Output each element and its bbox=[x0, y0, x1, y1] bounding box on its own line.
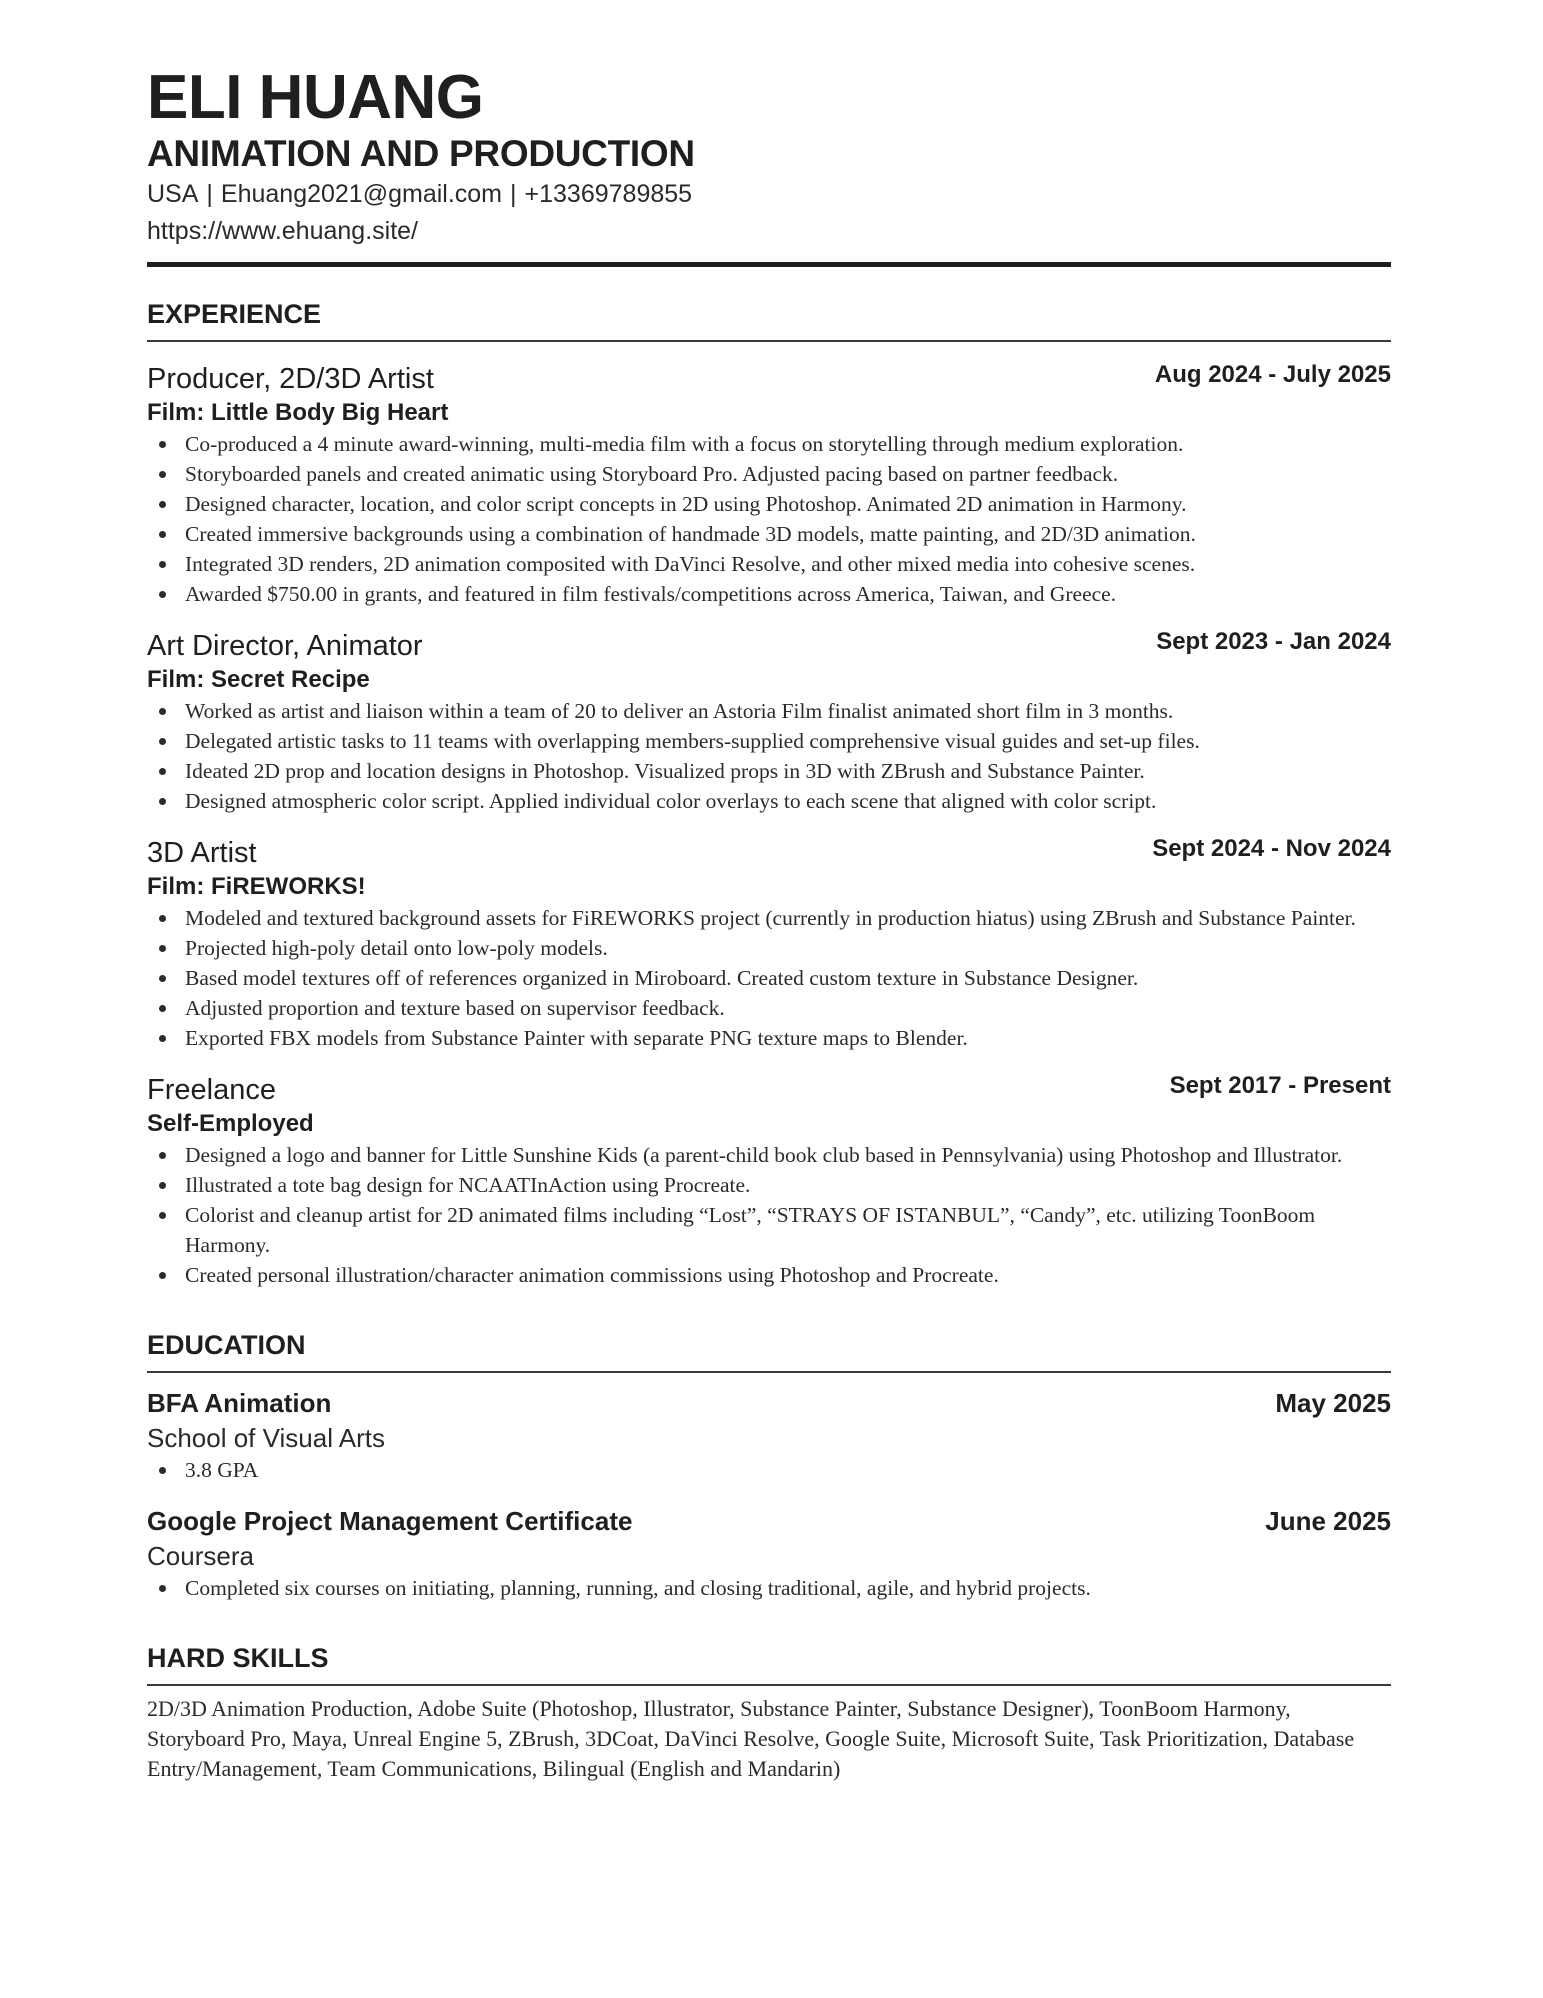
resume-page bbox=[147, 62, 1391, 1784]
applicant-role: ANIMATION AND PRODUCTION bbox=[147, 133, 695, 174]
job-title: 3D Artist bbox=[147, 837, 257, 869]
job-date: Aug 2024 - July 2025 bbox=[1154, 361, 1391, 388]
job-entry bbox=[147, 359, 1391, 609]
list-item: 3.8 GPA bbox=[147, 1455, 1391, 1485]
list-item: Exported FBX models from Substance Painter with separate PNG texture maps to Blender. bbox=[147, 1023, 1391, 1053]
applicant-name: ELI HUANG bbox=[147, 63, 484, 132]
list-item: Projected high-poly detail onto low-poly models. bbox=[147, 933, 1391, 963]
location-text: USA bbox=[147, 180, 199, 208]
job-title: Producer, 2D/3D Artist bbox=[147, 363, 434, 395]
education-date: June 2025 bbox=[1265, 1506, 1391, 1536]
separator: | bbox=[206, 180, 213, 208]
job-entry bbox=[147, 626, 1391, 816]
job-title: Art Director, Animator bbox=[147, 630, 423, 662]
list-item: Completed six courses on initiating, planning, running, and closing traditional, agile, and hybrid projects. bbox=[147, 1573, 1391, 1603]
list-item: Colorist and cleanup artist for 2D animated films including “Lost”, “STRAYS OF ISTANBUL”, “Candy”, etc. utilizing ToonBoom Harmony. bbox=[147, 1200, 1391, 1260]
contact-line bbox=[147, 176, 1391, 213]
list-item: Designed atmospheric color script. Applied individual color overlays to each scene that aligned with color script. bbox=[147, 786, 1391, 816]
list-item: Co-produced a 4 minute award-winning, multi-media film with a focus on storytelling through medium exploration. bbox=[147, 429, 1391, 459]
bullet-list bbox=[147, 1455, 1391, 1485]
list-item: Illustrated a tote bag design for NCAATInAction using Procreate. bbox=[147, 1170, 1391, 1200]
education-entry bbox=[147, 1503, 1391, 1603]
list-item: Storyboarded panels and created animatic using Storyboard Pro. Adjusted pacing based on partner feedback. bbox=[147, 459, 1391, 489]
section-title-skills: HARD SKILLS bbox=[147, 1641, 1391, 1686]
section-title-experience: EXPERIENCE bbox=[147, 297, 1391, 342]
education-degree: BFA Animation bbox=[147, 1388, 332, 1418]
list-item: Adjusted proportion and texture based on supervisor feedback. bbox=[147, 993, 1391, 1023]
separator: | bbox=[510, 180, 517, 208]
job-date: Sept 2023 - Jan 2024 bbox=[1156, 628, 1391, 655]
education-date: May 2025 bbox=[1275, 1388, 1391, 1418]
bullet-list bbox=[147, 903, 1391, 1053]
education-entry bbox=[147, 1385, 1391, 1485]
job-title: Freelance bbox=[147, 1074, 276, 1106]
list-item: Created personal illustration/character animation commissions using Photoshop and Procreate. bbox=[147, 1260, 1391, 1290]
header-divider bbox=[147, 262, 1391, 267]
bullet-list bbox=[147, 1140, 1391, 1290]
list-item: Designed character, location, and color script concepts in 2D using Photoshop. Animated 2D animation in Harmony. bbox=[147, 489, 1391, 519]
bullet-list bbox=[147, 696, 1391, 816]
list-item: Created immersive backgrounds using a combination of handmade 3D models, matte painting, and 2D/3D animation. bbox=[147, 519, 1391, 549]
list-item: Worked as artist and liaison within a team of 20 to deliver an Astoria Film finalist animated short film in 3 months. bbox=[147, 696, 1391, 726]
education-school: Coursera bbox=[147, 1541, 254, 1571]
job-entry bbox=[147, 1070, 1391, 1290]
bullet-list bbox=[147, 1573, 1391, 1603]
job-subtitle: Film: Secret Recipe bbox=[147, 666, 370, 693]
job-entry bbox=[147, 833, 1391, 1053]
education-degree: Google Project Management Certificate bbox=[147, 1506, 633, 1536]
job-subtitle: Film: Little Body Big Heart bbox=[147, 399, 449, 426]
list-item: Delegated artistic tasks to 11 teams with overlapping members-supplied comprehensive visual guides and set-up files. bbox=[147, 726, 1391, 756]
education-school: School of Visual Arts bbox=[147, 1423, 385, 1453]
job-subtitle: Self-Employed bbox=[147, 1110, 314, 1137]
list-item: Awarded $750.00 in grants, and featured in film festivals/competitions across America, Taiwan, and Greece. bbox=[147, 579, 1391, 609]
list-item: Modeled and textured background assets for FiREWORKS project (currently in production hiatus) using ZBrush and Substance Painter. bbox=[147, 903, 1391, 933]
job-subtitle: Film: FiREWORKS! bbox=[147, 873, 366, 900]
job-date: Sept 2017 - Present bbox=[1169, 1072, 1391, 1099]
list-item: Integrated 3D renders, 2D animation composited with DaVinci Resolve, and other mixed media into cohesive scenes. bbox=[147, 549, 1391, 579]
skills-text: 2D/3D Animation Production, Adobe Suite (Photoshop, Illustrator, Substance Painter, Substance Designer), ToonBoom Harmony, Storyboard Pro, Maya, Unreal Engine 5, ZBrush, 3DCoat, DaVinci Resolve, Google Suite, Microsoft Suite, Task Prioritization, Database Entry/Management, Team Communications, Bilingual (English and Mandarin) bbox=[147, 1696, 1355, 1781]
section-title-education: EDUCATION bbox=[147, 1328, 1391, 1373]
website-link[interactable]: https://www.ehuang.site/ bbox=[147, 217, 418, 245]
bullet-list bbox=[147, 429, 1391, 609]
list-item: Ideated 2D prop and location designs in Photoshop. Visualized props in 3D with ZBrush and Substance Painter. bbox=[147, 756, 1391, 786]
email-link[interactable]: Ehuang2021@gmail.com bbox=[220, 180, 503, 208]
phone-text: +13369789855 bbox=[524, 180, 693, 208]
list-item: Designed a logo and banner for Little Sunshine Kids (a parent-child book club based in Pennsylvania) using Photoshop and Illustrator. bbox=[147, 1140, 1391, 1170]
job-date: Sept 2024 - Nov 2024 bbox=[1152, 835, 1391, 862]
list-item: Based model textures off of references organized in Miroboard. Created custom texture in Substance Designer. bbox=[147, 963, 1391, 993]
